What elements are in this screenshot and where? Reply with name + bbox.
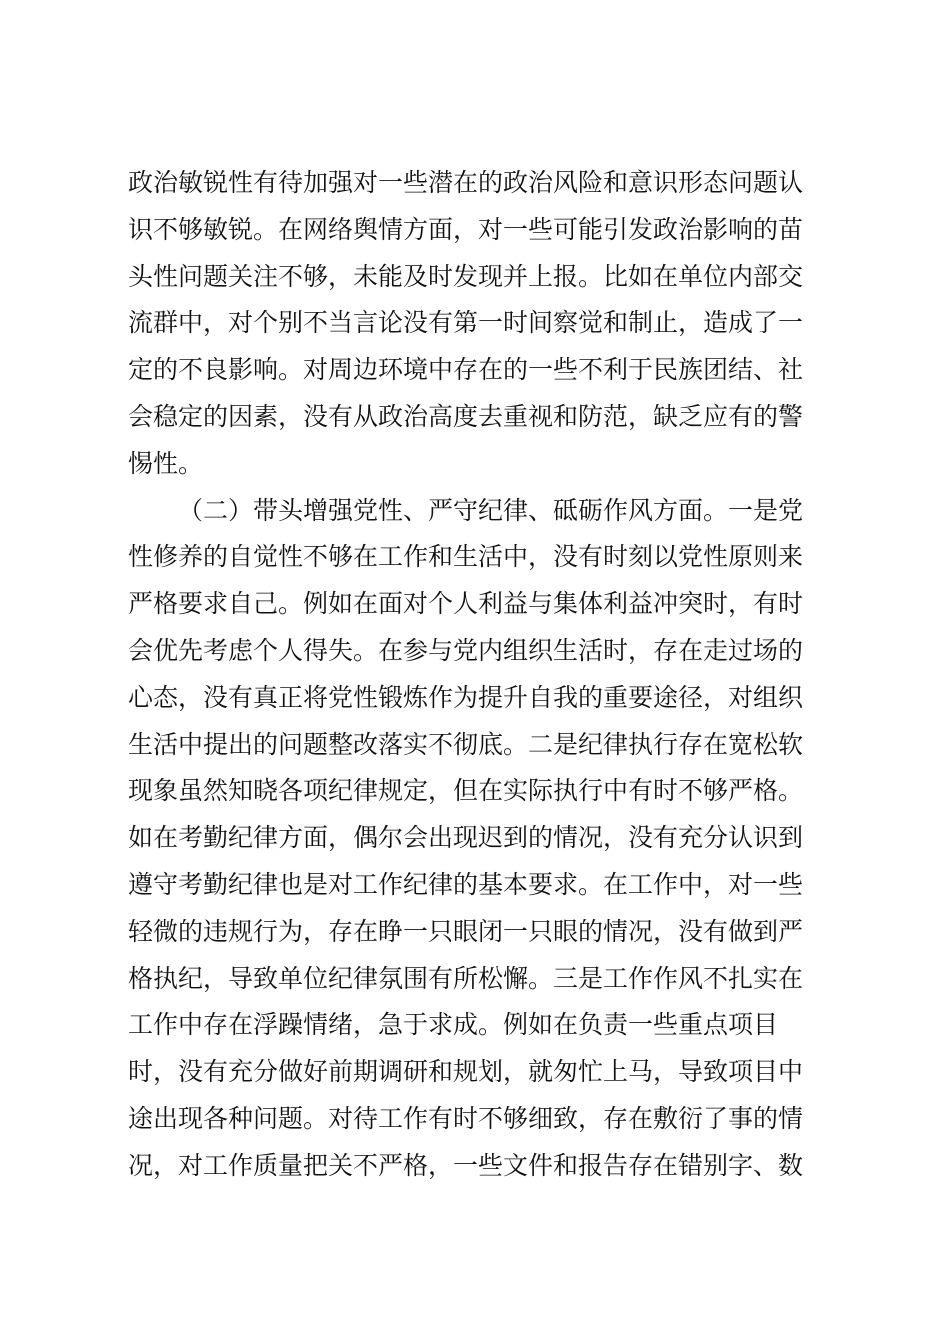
line-text: 途出现各种问题。对待工作有时不够细致，存在敷衍了事的情: [128, 1103, 804, 1133]
text-line: [128, 581, 822, 628]
line-text: 生活中提出的问题整改落实不彻底。二是纪律执行存在宽松软: [128, 729, 804, 759]
line-text: 现象虽然知晓各项纪律规定，但在实际执行中有时不够严格。: [128, 776, 804, 806]
line-text: 如在考勤纪律方面，偶尔会出现迟到的情况，没有充分认识到: [128, 823, 804, 853]
text-line: [128, 675, 822, 722]
line-text: 识不够敏锐。在网络舆情方面，对一些可能引发政治影响的苗: [128, 214, 804, 244]
line-text: 性修养的自觉性不够在工作和生活中，没有时刻以党性原则来: [128, 542, 804, 572]
text-line: [128, 1096, 822, 1143]
line-text: 政治敏锐性有待加强对一些潜在的政治风险和意识形态问题认: [128, 168, 804, 197]
text-line: [128, 300, 822, 347]
line-text: 惕性。: [128, 448, 204, 478]
text-line: [128, 254, 822, 301]
line-text: 格执纪，导致单位纪律氛围有所松懈。三是工作作风不扎实在: [128, 963, 804, 993]
line-text: 会稳定的因素，没有从政治高度去重视和防范，缺乏应有的警: [128, 401, 804, 431]
text-line: [128, 956, 822, 1003]
text-line: [128, 1002, 822, 1049]
text-line: [128, 207, 822, 254]
line-text: 工作中存在浮躁情绪，急于求成。例如在负责一些重点项目: [128, 1010, 779, 1040]
line-text: 会优先考虑个人得失。在参与党内组织生活时，存在走过场的: [128, 635, 804, 665]
line-text: 严格要求自己。例如在面对个人利益与集体利益冲突时，有时: [128, 589, 804, 619]
text-line: [128, 1143, 822, 1190]
text-line: [128, 1049, 822, 1096]
text-line: [128, 534, 822, 581]
text-line-section-heading: [128, 488, 822, 535]
line-text: 心态，没有真正将党性锻炼作为提升自我的重要途径，对组织: [128, 682, 804, 712]
line-text: 头性问题关注不够，未能及时发现并上报。比如在单位内部交: [128, 261, 804, 291]
line-text: 流群中，对个别不当言论没有第一时间察觉和制止，造成了一: [128, 308, 804, 338]
line-text: 况，对工作质量把关不严格，一些文件和报告存在错别字、数: [128, 1150, 804, 1180]
text-line: [128, 160, 822, 207]
line-text: 遵守考勤纪律也是对工作纪律的基本要求。在工作中，对一些: [128, 869, 804, 899]
text-line: [128, 628, 822, 675]
line-text: 轻微的违规行为，存在睁一只眼闭一只眼的情况，没有做到严: [128, 916, 804, 946]
text-line: [128, 862, 822, 909]
text-line: [128, 815, 822, 862]
text-line: [128, 722, 822, 769]
text-line: [128, 347, 822, 394]
text-line: [128, 441, 822, 488]
text-line: [128, 909, 822, 956]
text-line: [128, 768, 822, 815]
text-line: [128, 394, 822, 441]
line-text: 定的不良影响。对周边环境中存在的一些不利于民族团结、社: [128, 355, 804, 385]
line-text: （二）带头增强党性、严守纪律、砥砺作风方面。一是党: [178, 495, 804, 525]
body-text: [128, 160, 822, 1190]
line-text: 时，没有充分做好前期调研和规划，就匆忙上马，导致项目中: [128, 1057, 804, 1087]
